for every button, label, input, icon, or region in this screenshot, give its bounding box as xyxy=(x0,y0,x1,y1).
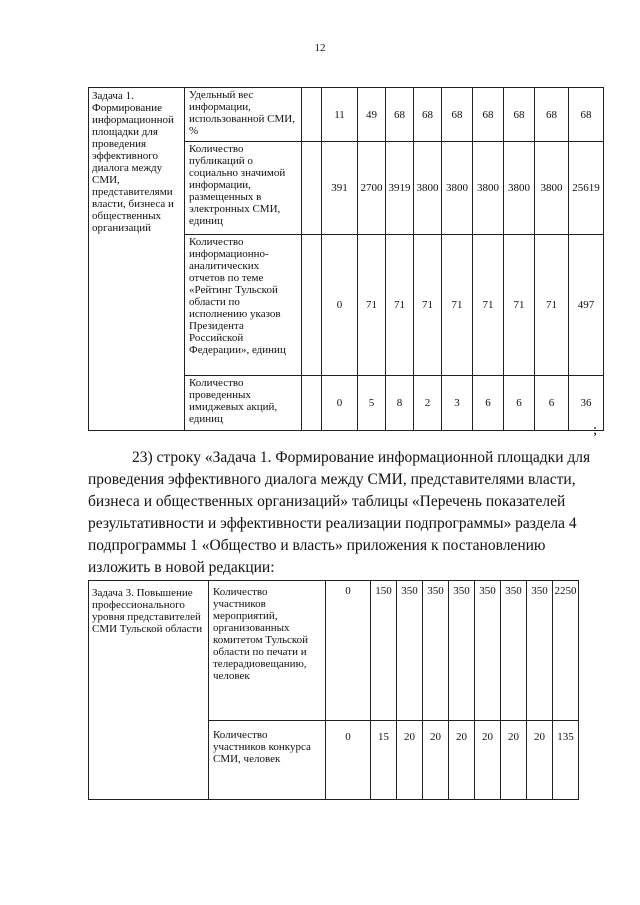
end-mark: ; xyxy=(593,422,598,438)
indicator-cell: Количество участников конкурса СМИ, человек xyxy=(209,721,326,800)
task-cell: Задача 3. Повышение профессионального уровня представителей СМИ Тульской области xyxy=(89,581,209,800)
value-cell: 3800 xyxy=(504,142,535,235)
value-cell: 25619 xyxy=(569,142,604,235)
value-cell: 20 xyxy=(527,721,553,800)
amendment-paragraph xyxy=(88,447,598,579)
value-cell: 20 xyxy=(449,721,475,800)
value-cell: 0 xyxy=(326,721,371,800)
table-row xyxy=(89,88,604,142)
value-cell: 6 xyxy=(504,376,535,431)
blank-cell xyxy=(302,88,322,142)
value-cell: 68 xyxy=(442,88,473,142)
value-cell: 6 xyxy=(473,376,504,431)
paragraph-line: бизнеса и общественных организаций» таблицы «Перечень показателей xyxy=(88,493,566,510)
value-cell: 391 xyxy=(322,142,358,235)
value-cell: 350 xyxy=(449,581,475,721)
value-cell: 20 xyxy=(501,721,527,800)
value-cell: 71 xyxy=(442,235,473,376)
value-cell: 68 xyxy=(569,88,604,142)
value-cell: 71 xyxy=(358,235,386,376)
paragraph-line: подпрограммы 1 «Общество и власть» приложения к постановлению xyxy=(88,537,546,554)
value-cell: 11 xyxy=(322,88,358,142)
value-cell: 3 xyxy=(442,376,473,431)
paragraph-line: изложить в новой редакции: xyxy=(88,559,275,576)
value-cell: 71 xyxy=(473,235,504,376)
value-cell: 0 xyxy=(326,581,371,721)
indicator-cell: Количество участников мероприятий, организованных комитетом Тульской области по печати и телерадиовещанию, человек xyxy=(209,581,326,721)
value-cell: 350 xyxy=(397,581,423,721)
paragraph-line: 23) строку «Задача 1. Формирование информационной площадки для xyxy=(132,449,591,466)
value-cell: 5 xyxy=(358,376,386,431)
indicator-cell: Удельный вес информации, использованной СМИ, % xyxy=(185,88,302,142)
paragraph-line: результативности и эффективности реализации подпрограммы» раздела 4 xyxy=(88,515,577,532)
value-cell: 2250 xyxy=(553,581,579,721)
value-cell: 68 xyxy=(535,88,569,142)
value-cell: 20 xyxy=(423,721,449,800)
blank-cell xyxy=(302,142,322,235)
value-cell: 0 xyxy=(322,376,358,431)
paragraph-line: проведения эффективного диалога между СМИ, представителями власти, xyxy=(88,471,576,488)
value-cell: 3800 xyxy=(473,142,504,235)
value-cell: 15 xyxy=(371,721,397,800)
value-cell: 20 xyxy=(397,721,423,800)
value-cell: 350 xyxy=(527,581,553,721)
value-cell: 20 xyxy=(475,721,501,800)
page-number: 12 xyxy=(314,42,326,54)
value-cell: 71 xyxy=(535,235,569,376)
value-cell: 2 xyxy=(414,376,442,431)
value-cell: 3800 xyxy=(414,142,442,235)
value-cell: 2700 xyxy=(358,142,386,235)
value-cell: 68 xyxy=(414,88,442,142)
value-cell: 150 xyxy=(371,581,397,721)
value-cell: 71 xyxy=(386,235,414,376)
indicators-table-task-1 xyxy=(88,87,604,431)
value-cell: 68 xyxy=(386,88,414,142)
value-cell: 49 xyxy=(358,88,386,142)
blank-cell xyxy=(302,376,322,431)
indicators-table-task-3 xyxy=(88,580,614,800)
value-cell: 3800 xyxy=(535,142,569,235)
value-cell: 350 xyxy=(423,581,449,721)
value-cell: 71 xyxy=(504,235,535,376)
value-cell: 68 xyxy=(473,88,504,142)
blank-cell xyxy=(302,235,322,376)
task-cell: Задача 1. Формирование информационной площадки для проведения эффективного диалога между СМИ, представителями власти, бизнеса и общественных организаций xyxy=(89,88,185,431)
value-cell: 71 xyxy=(414,235,442,376)
value-cell: 350 xyxy=(501,581,527,721)
value-cell: 497 xyxy=(569,235,604,376)
value-cell: 6 xyxy=(535,376,569,431)
value-cell: 36 xyxy=(569,376,604,431)
indicator-cell: Количество проведенных имиджевых акций, единиц xyxy=(185,376,302,431)
table-row xyxy=(89,581,614,721)
value-cell: 3800 xyxy=(442,142,473,235)
indicator-cell: Количество публикаций о социально значимой информации, размещенных в электронных СМИ, единиц xyxy=(185,142,302,235)
value-cell: 8 xyxy=(386,376,414,431)
indicator-cell: Количество информационно-аналитических отчетов по теме «Рейтинг Тульской области по исполнению указов Президента Российской Федерации», единиц xyxy=(185,235,302,376)
value-cell: 68 xyxy=(504,88,535,142)
value-cell: 135 xyxy=(553,721,579,800)
value-cell: 3919 xyxy=(386,142,414,235)
value-cell: 0 xyxy=(322,235,358,376)
value-cell: 350 xyxy=(475,581,501,721)
